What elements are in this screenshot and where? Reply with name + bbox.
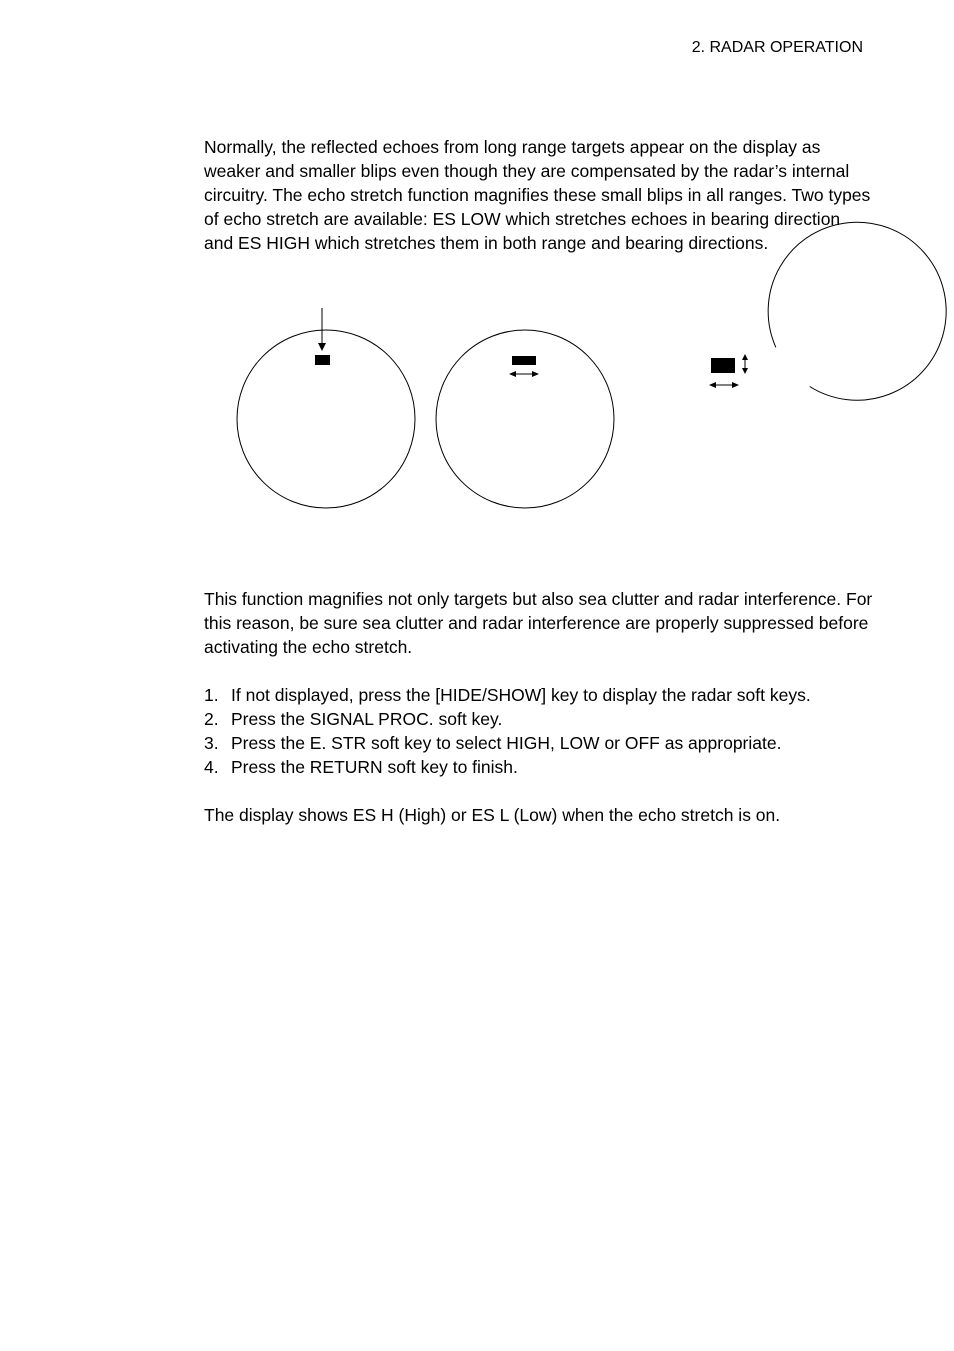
radar-display-es-high [709, 222, 946, 400]
status-note: The display shows ES H (High) or ES L (Low) when the echo stretch is on. [204, 805, 781, 825]
step-item: 1. If not displayed, press the [HIDE/SHOW] key to display the radar soft keys. [204, 685, 811, 705]
echo-blip [315, 355, 330, 365]
procedure-steps [204, 683, 884, 779]
intro-paragraph: Normally, the reflected echoes from long range targets appear on the display as weaker and smaller blips even though they are compensated by the radar’s internal circuitry. The echo stretch function magnifies these small blips in all ranges. Two types of echo stretch are available: ES LOW which stretches echoes in bearing direction and ES HIGH which stretches them in both range and bearing directions. [204, 137, 871, 253]
step-item: 2. Press the SIGNAL PROC. soft key. [204, 709, 503, 729]
echo-blip-stretched-both [711, 358, 735, 373]
radar-display-es-low [436, 330, 614, 508]
echo-stretch-figure [0, 0, 954, 560]
radar-display-normal [237, 308, 415, 508]
step-item: 4. Press the RETURN soft key to finish. [204, 757, 518, 777]
page-header: 2. RADAR OPERATION [691, 39, 863, 56]
step-item: 3. Press the E. STR soft key to select HIGH, LOW or OFF as appropriate. [204, 733, 782, 753]
caution-paragraph: This function magnifies not only targets but also sea clutter and radar interference. For this reason, be sure sea clutter and radar interference are properly suppressed before activating the echo stretch. [204, 589, 873, 657]
echo-blip-stretched-bearing [512, 356, 536, 365]
